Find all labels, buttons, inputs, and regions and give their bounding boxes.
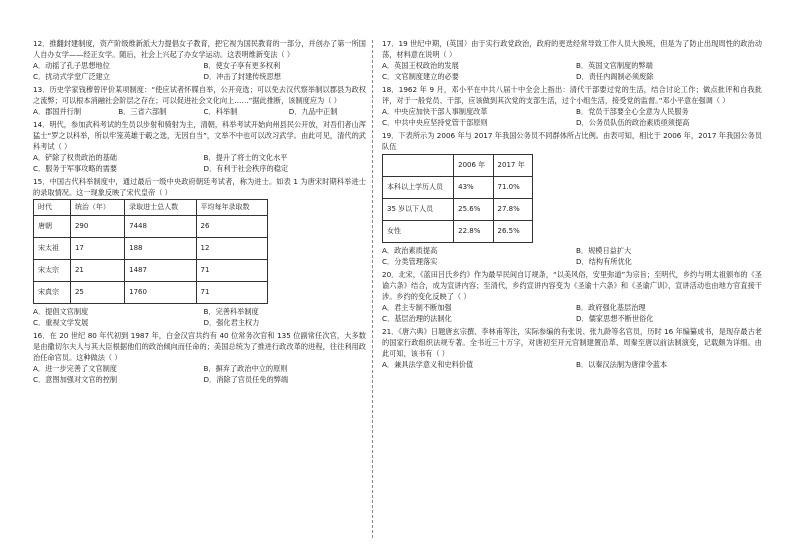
option-b: B．使女子享有更多权利 — [203, 61, 281, 70]
option-c: C．基层治理的法制化 — [382, 314, 452, 323]
table-cell: 25.6% — [454, 199, 493, 221]
table-cell: 1760 — [125, 282, 196, 304]
table-header-cell: 时代 — [34, 200, 71, 216]
table-cell: 71 — [196, 282, 267, 304]
option-b: B．英国文官制度的弊端 — [576, 61, 653, 70]
question-stem: 17．19 世纪中期，(英国）由于实行政党政治，政府的更迭经常导致工作人员大换班，但是为了防止出现周性的政治动荡，材料意在说明（ ） — [382, 39, 762, 59]
option-b: B．以秦汉法制为唐律令蓝本 — [576, 360, 668, 369]
option-c: C．科举制 — [203, 107, 238, 116]
option-c: C．扰动式学堂广泛建立 — [33, 72, 110, 81]
table-cell: 26.5% — [493, 221, 532, 243]
table-row — [34, 260, 268, 282]
question-stem: 12．推翻封建制度，资产阶级维新派大力提倡女子教育，把它视为国民教育的一部分，并创办了第一所国人自办女学——经正女学。随后，社会上兴起了办女学运动。这表明维新变法（ ） — [33, 39, 366, 59]
option-a: A．英国王权政治的发展 — [382, 61, 459, 70]
option-b: B．政府强化基层治理 — [576, 303, 646, 312]
table-header-row — [383, 155, 533, 177]
option-c: C．文官制度建立的必要 — [382, 72, 459, 81]
table-cell: 188 — [125, 238, 196, 260]
option-d: D．责任内阁制必须废除 — [576, 72, 654, 81]
table-cell: 女性 — [383, 221, 454, 243]
option-d: D．九品中正制 — [288, 107, 338, 116]
table-row — [383, 199, 533, 221]
table-header-row — [34, 200, 268, 216]
option-a: A．郡国并行制 — [33, 107, 82, 116]
table-header-cell: 2017 年 — [493, 155, 532, 177]
table-cell: 本科以上学历人员 — [383, 177, 454, 199]
table-row — [383, 221, 533, 243]
table-header-cell: 录取进士总人数 — [125, 200, 196, 216]
question-stem: 13．历史学家钱穆曾评价某项制度：“使应试者怀牒自举，公开竞选；可以免去汉代察举制以郡县为政权之流弊；可以根本消融社会阶层之存在；可以促进社会文化向上……”据此推断，该制度应为（ ） — [33, 85, 366, 105]
left-column — [33, 38, 366, 387]
question-17 — [382, 38, 762, 82]
question-stem: 21．《唐六典》日题唐玄宗撰、李林甫等注，实际参编的有张说、张九龄等名官员，历时 16 年编纂成书，是现存最古老的国家行政组织法规专著。全书近三十万字，对唐初至开元官制建置沿革、周秦至唐以前法制演变，记载颇为详细。由此可知，该书有（ ） — [382, 327, 762, 358]
table-cell: 1487 — [125, 260, 196, 282]
table-cell: 宋太祖 — [34, 238, 71, 260]
table-row — [34, 238, 268, 260]
option-a: A．动摇了孔子思想地位 — [33, 61, 110, 70]
table-cell: 宋太宗 — [34, 260, 71, 282]
options — [33, 152, 366, 174]
table-cell: 7448 — [125, 216, 196, 238]
question-21 — [382, 326, 762, 370]
option-b: B．规模日益扩大 — [576, 246, 632, 255]
options — [382, 359, 762, 370]
options — [33, 306, 366, 328]
option-d: D．公务员队伍的政治素质亟须提高 — [576, 118, 690, 127]
table-row — [34, 282, 268, 304]
table-cell: 12 — [196, 238, 267, 260]
options — [382, 245, 762, 267]
options — [382, 60, 762, 82]
question-stem: 15．中国古代科举制度中，通过最后一级中央政府朝廷考试者，称为进士。如表 1 为唐宋时期科举进士的录取情况。这一现象反映了宋代皇帝（ ） — [33, 177, 366, 197]
question-stem: 14．明代，参加武科考试的生员以步射和骑射为主，清朝，科举考试开始向州县民公开放，对吾们者山浑猛士“罗之以科举，所以牢笼英雄于毂之选，无因自当”，文举不中也可以改习武学。由此可见，清代的武科考试（ ） — [33, 120, 366, 151]
table-header-cell: 平均每年录取数 — [196, 200, 267, 216]
right-column — [382, 38, 762, 372]
option-a: A．兼具法学意义和史料价值 — [382, 360, 474, 369]
table-row — [383, 177, 533, 199]
option-b: B．摒弃了政治中立的原则 — [203, 364, 288, 373]
option-a: A．政治素质提高 — [382, 246, 438, 255]
table-cell: 17 — [70, 238, 124, 260]
option-b: B．三省六部制 — [118, 107, 167, 116]
question-stem: 16．在 20 世纪 80 年代初到 1987 年，白金汉宫共约有 40 位常务次官和 135 位副常任次官，大多数是由撒切尔夫人与其大臣根据他们的政治倾向而任命的；美国总统为了推进行政改革的进程，往往利用政治任命官员。这种做法（ ） — [33, 331, 366, 362]
option-c: C．中共中央应坚持党管干部原则 — [382, 118, 488, 127]
question-stem: 19．下表所示为 2006 年与 2017 年我国公务员不同群体所占比例。由表可知，相比于 2006 年，2017 年我国公务员队伍 — [382, 131, 762, 151]
table-cell: 290 — [70, 216, 124, 238]
options — [382, 302, 762, 324]
question-16 — [33, 330, 366, 385]
option-a: A．中央应加快干部人事制度改革 — [382, 107, 488, 116]
options — [33, 106, 366, 117]
question-18 — [382, 84, 762, 128]
question-14 — [33, 119, 366, 174]
option-c: C．服务于军事攻略的需要 — [33, 164, 118, 173]
option-b: B．完善科举制度 — [203, 307, 259, 316]
option-a: A．铲除了权贵政治的基础 — [33, 153, 117, 162]
option-c: C．意图加强对文官的控制 — [33, 375, 118, 384]
option-b: B．提升了将士的文化水平 — [203, 153, 288, 162]
table-row — [34, 216, 268, 238]
table-cell: 35 岁以下人员 — [383, 199, 454, 221]
option-d: D．强化君主权力 — [203, 318, 260, 327]
option-b: B．党员干部要全心全意为人民服务 — [576, 107, 689, 116]
option-d: D．儒家思想不断世俗化 — [576, 314, 654, 323]
option-c: C．分类管理落实 — [382, 257, 438, 266]
option-d: D．消除了官员任免的弊端 — [203, 375, 289, 384]
civil-servant-table — [382, 154, 533, 243]
question-13 — [33, 84, 366, 117]
table-cell: 21 — [70, 260, 124, 282]
options — [33, 363, 366, 385]
table-cell: 71 — [196, 260, 267, 282]
table-header-cell: 统治（年） — [70, 200, 124, 216]
question-20 — [382, 269, 762, 324]
question-12 — [33, 38, 366, 82]
option-c: C．重视文学发展 — [33, 318, 89, 327]
options — [382, 106, 762, 128]
option-a: A．进一步完善了文官制度 — [33, 364, 117, 373]
table-header-cell — [383, 155, 454, 177]
question-19 — [382, 130, 762, 267]
option-d: D．结构有所优化 — [576, 257, 632, 266]
table-cell: 宋真宗 — [34, 282, 71, 304]
options — [33, 60, 366, 82]
option-d: D．冲击了封建传统思想 — [203, 72, 281, 81]
table-cell: 26 — [196, 216, 267, 238]
table-cell: 唐朝 — [34, 216, 71, 238]
table-cell: 71.0% — [493, 177, 532, 199]
option-d: D．有利于社会秩序的稳定 — [203, 164, 289, 173]
option-a: A．提倡文官制度 — [33, 307, 89, 316]
table-cell: 27.8% — [493, 199, 532, 221]
question-stem: 18．1962 年 9 月，邓小平在中共八届十中全会上指出：清代干部要过党的生活，结合讨论工作；做点批评和自我批评，对于一般党员、干部，应该做到其次党的支部生活，过个小组生活，接受党的监督。”邓小平意在强调（ ） — [382, 85, 762, 105]
question-15 — [33, 176, 366, 328]
question-stem: 20．北宋，《蓝田吕氏乡约》作为最早民间自订规条，“以美风俗，安里弥道”为宗旨；至明代，乡约与明太祖颁布的《圣谕六条》结合，成为宣讲内容；至清代，乡约宣讲内容变为《圣谕十六条》和《圣谕广训》，宣讲活动也由地方官直接干涉。乡约的变化反映了（ ） — [382, 270, 762, 301]
table-cell: 43% — [454, 177, 493, 199]
imperial-exam-table — [33, 199, 268, 304]
table-header-cell: 2006 年 — [454, 155, 493, 177]
table-cell: 22.8% — [454, 221, 493, 243]
table-cell: 25 — [70, 282, 124, 304]
option-a: A．君主专制不断加强 — [382, 303, 452, 312]
column-divider — [372, 40, 373, 538]
